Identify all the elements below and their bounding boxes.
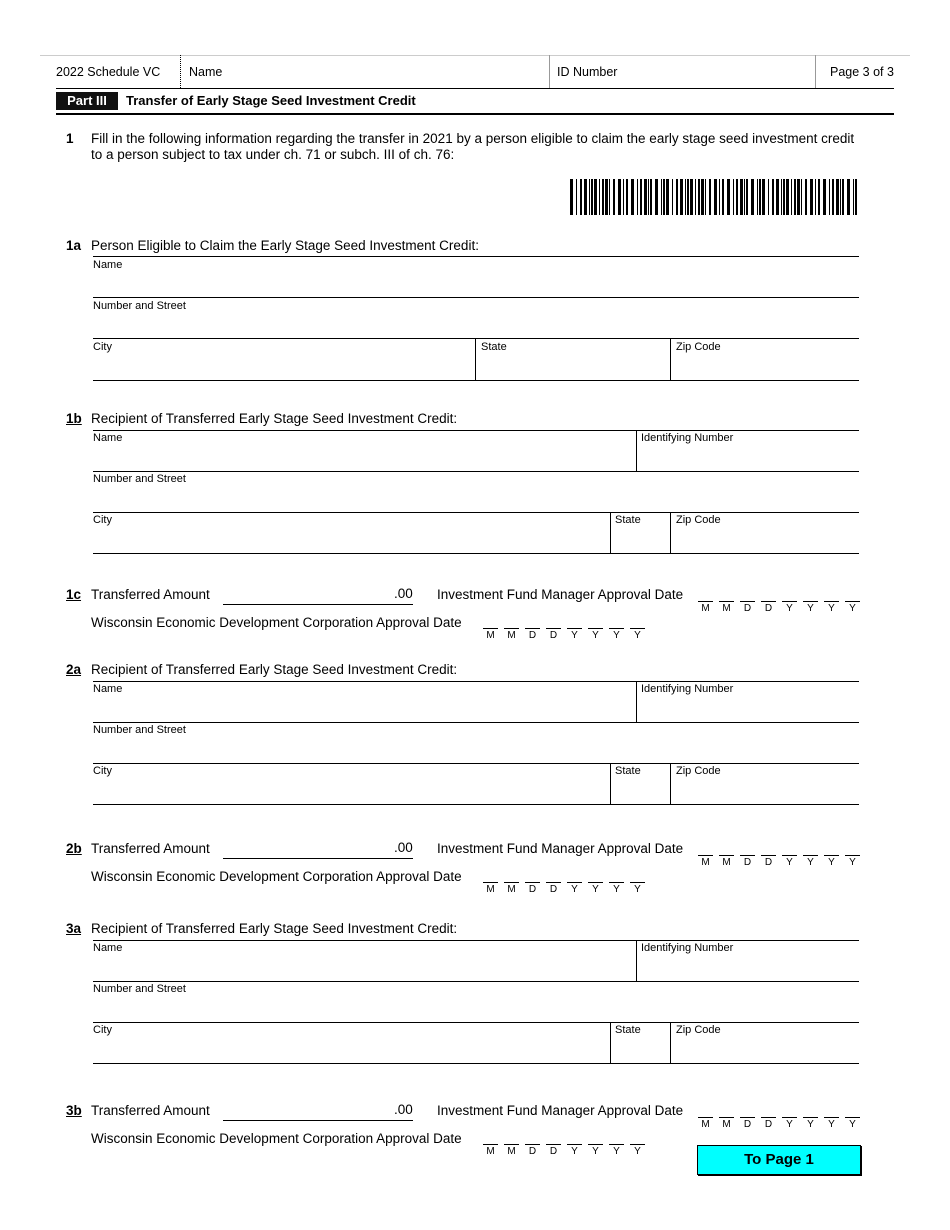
date-digit: M <box>697 1117 714 1130</box>
barcode-bar <box>666 179 669 215</box>
barcode-bar <box>695 179 696 215</box>
barcode-bar <box>736 179 738 215</box>
barcode-bar <box>672 179 673 215</box>
transferred-amount-input[interactable] <box>225 1103 390 1119</box>
header-divider <box>549 55 550 88</box>
date-digit: Y <box>844 855 861 868</box>
date-digit: M <box>503 882 520 895</box>
name-label: Name <box>93 432 123 444</box>
part-rule <box>56 113 894 115</box>
barcode-bar <box>853 179 854 215</box>
header-divider <box>815 55 816 88</box>
recipient-title: Recipient of Transferred Early Stage Seed Investment Credit: <box>91 921 458 936</box>
wedc-date-label: Wisconsin Economic Development Corporation Approval Date <box>91 1131 462 1146</box>
divider <box>475 338 476 380</box>
amount-label: Transferred Amount <box>91 587 210 602</box>
barcode-bar <box>640 179 642 215</box>
date-digit: M <box>718 855 735 868</box>
header-top-rule <box>40 55 910 56</box>
date-digit: M <box>482 628 499 641</box>
recipient-state-input[interactable] <box>615 1040 665 1058</box>
barcode-bar <box>815 179 816 215</box>
barcode-bar <box>613 179 615 215</box>
barcode-bar <box>759 179 761 215</box>
rule <box>93 256 859 257</box>
recipient-idnum-input[interactable] <box>641 448 856 466</box>
divider <box>636 430 637 471</box>
barcode-bar <box>698 179 700 215</box>
barcode-bar <box>797 179 800 215</box>
part-title: Transfer of Early Stage Seed Investment Credit <box>126 93 416 108</box>
barcode-bar <box>591 179 593 215</box>
date-digit: D <box>739 601 756 614</box>
amount-label: Transferred Amount <box>91 841 210 856</box>
rule <box>93 1022 859 1023</box>
amount-label: Transferred Amount <box>91 1103 210 1118</box>
rule <box>93 512 859 513</box>
line-number: 1c <box>66 587 82 602</box>
date-digit: D <box>760 601 777 614</box>
date-digit: Y <box>802 1117 819 1130</box>
recipient-zip-input[interactable] <box>676 781 856 799</box>
recipient-idnum-input[interactable] <box>641 958 856 976</box>
line1-instructions: Fill in the following information regarding the transfer in 2021 by a person eligible to claim the early stage seed investment credit to a person subject to tax under ch. 71 or subch. III of ch. 76: <box>91 131 855 162</box>
rule <box>93 981 859 982</box>
date-digit: Y <box>823 601 840 614</box>
line-number: 1b <box>66 411 82 426</box>
divider <box>670 763 671 804</box>
state-label: State <box>615 1024 641 1036</box>
eligible-zip-input[interactable] <box>676 357 856 375</box>
barcode-bar <box>762 179 765 215</box>
zip-label: Zip Code <box>676 514 721 526</box>
name-label: Name <box>93 942 123 954</box>
transferred-amount-input[interactable] <box>225 587 390 603</box>
cents: .00 <box>394 586 413 601</box>
page-number: Page 3 of 3 <box>830 65 894 79</box>
rule <box>93 430 859 431</box>
wedc-date-label: Wisconsin Economic Development Corporation Approval Date <box>91 869 462 884</box>
barcode-bar <box>661 179 662 215</box>
rule <box>93 297 859 298</box>
barcode-bar <box>733 179 734 215</box>
recipient-block-2a <box>0 662 950 807</box>
ifm-date-label: Investment Fund Manager Approval Date <box>437 841 684 856</box>
recipient-title: Recipient of Transferred Early Stage Seed Investment Credit: <box>91 662 458 677</box>
barcode-bar <box>847 179 850 215</box>
barcode-bar <box>818 179 820 215</box>
recipient-name-input[interactable] <box>95 448 630 466</box>
barcode-bar <box>794 179 796 215</box>
barcode-bar <box>594 179 597 215</box>
rule <box>93 940 859 941</box>
line-number: 1 <box>66 131 74 146</box>
eligible-state-input[interactable] <box>481 357 661 375</box>
barcode-bar <box>776 179 779 215</box>
barcode-bar <box>584 179 587 215</box>
barcode-bar <box>719 179 720 215</box>
rule <box>93 681 859 682</box>
date-digit: Y <box>566 882 583 895</box>
barcode-bar <box>644 179 647 215</box>
rule <box>93 722 859 723</box>
eligible-name-input[interactable] <box>95 275 855 293</box>
date-digit: M <box>482 1144 499 1157</box>
header-bottom-rule <box>56 88 894 89</box>
barcode-bar <box>637 179 638 215</box>
divider <box>670 512 671 553</box>
date-digit: D <box>739 855 756 868</box>
city-label: City <box>93 765 112 777</box>
date-digit: Y <box>608 882 625 895</box>
date-digit: M <box>482 882 499 895</box>
date-digit: Y <box>587 1144 604 1157</box>
rule <box>93 380 859 381</box>
barcode-bar <box>722 179 724 215</box>
header-id-label: ID Number <box>557 65 618 79</box>
date-digit: D <box>545 882 562 895</box>
date-digit: Y <box>823 855 840 868</box>
recipient-city-input[interactable] <box>95 530 600 548</box>
wedc-date-input[interactable] <box>482 1144 646 1157</box>
date-digit: D <box>760 1117 777 1130</box>
barcode-bar <box>786 179 789 215</box>
barcode-bar <box>599 179 600 215</box>
divider <box>636 940 637 981</box>
barcode-bar <box>727 179 730 215</box>
barcode-bar <box>744 179 745 215</box>
date-digit: Y <box>566 1144 583 1157</box>
date-digit: Y <box>781 601 798 614</box>
amount-line <box>223 1120 413 1121</box>
barcode-bar <box>570 179 573 215</box>
recipient-zip-input[interactable] <box>676 530 856 548</box>
recipient-street-input[interactable] <box>95 740 855 758</box>
barcode-bar <box>609 179 610 215</box>
barcode-bar <box>751 179 754 215</box>
header-name-label: Name <box>189 65 223 79</box>
date-digit: D <box>545 628 562 641</box>
transfer-block-2b <box>0 841 950 901</box>
date-digit: D <box>524 628 541 641</box>
barcode-bar <box>855 179 857 215</box>
to-page-1-button[interactable]: To Page 1 <box>697 1145 861 1175</box>
barcode-bar <box>605 179 608 215</box>
date-digit: Y <box>823 1117 840 1130</box>
recipient-street-input[interactable] <box>95 999 855 1017</box>
barcode-bar <box>714 179 717 215</box>
barcode-bar <box>740 179 743 215</box>
recipient-block-3a <box>0 921 950 1066</box>
date-digit: Y <box>781 1117 798 1130</box>
barcode-bar <box>709 179 711 215</box>
rule <box>93 763 859 764</box>
city-label: City <box>93 1024 112 1036</box>
date-digit: Y <box>629 882 646 895</box>
wedc-date-input[interactable] <box>482 628 646 641</box>
divider <box>610 1022 611 1063</box>
line-number: 3a <box>66 921 82 936</box>
ifm-date-input[interactable] <box>697 1117 861 1130</box>
ifm-date-label: Investment Fund Manager Approval Date <box>437 1103 684 1118</box>
date-digit: Y <box>587 628 604 641</box>
divider <box>610 512 611 553</box>
barcode-bar <box>690 179 693 215</box>
barcode-bar <box>842 179 844 215</box>
date-digit: Y <box>844 1117 861 1130</box>
line-number: 1a <box>66 238 82 253</box>
barcode-bar <box>805 179 807 215</box>
line-number: 2b <box>66 841 82 856</box>
date-digit: Y <box>629 628 646 641</box>
recipient-city-input[interactable] <box>95 781 600 799</box>
barcode-bar <box>663 179 665 215</box>
recipient-idnum-input[interactable] <box>641 699 856 717</box>
barcode-bar <box>680 179 683 215</box>
barcode-bar <box>589 179 590 215</box>
form-id: 2022 Schedule VC <box>56 65 161 79</box>
recipient-state-input[interactable] <box>615 781 665 799</box>
barcode-bar <box>626 179 628 215</box>
date-digit: D <box>545 1144 562 1157</box>
barcode-bar <box>783 179 785 215</box>
date-digit: Y <box>844 601 861 614</box>
header-divider <box>180 55 181 88</box>
barcode-bar <box>648 179 649 215</box>
barcode-bar <box>685 179 686 215</box>
date-digit: Y <box>587 882 604 895</box>
rule <box>93 804 859 805</box>
divider <box>670 1022 671 1063</box>
eligible-city-input[interactable] <box>95 357 470 375</box>
street-label: Number and Street <box>93 473 186 485</box>
recipient-street-input[interactable] <box>95 489 855 507</box>
date-digit: Y <box>781 855 798 868</box>
date-digit: D <box>524 1144 541 1157</box>
barcode-bar <box>618 179 621 215</box>
amount-line <box>223 604 413 605</box>
street-label: Number and Street <box>93 983 186 995</box>
barcode-bar <box>623 179 624 215</box>
recipient-title: Recipient of Transferred Early Stage Seed Investment Credit: <box>91 411 458 426</box>
date-digit: Y <box>629 1144 646 1157</box>
line-number: 2a <box>66 662 82 677</box>
date-digit: Y <box>566 628 583 641</box>
zip-label: Zip Code <box>676 341 721 353</box>
ifm-date-label: Investment Fund Manager Approval Date <box>437 587 684 602</box>
barcode-bar <box>701 179 704 215</box>
barcode-bar <box>772 179 774 215</box>
transferred-amount-input[interactable] <box>225 841 390 857</box>
barcode-bar <box>836 179 839 215</box>
eligible-street-input[interactable] <box>95 316 855 334</box>
city-label: City <box>93 341 112 353</box>
date-digit: M <box>718 601 735 614</box>
barcode-bar <box>768 179 769 215</box>
street-label: Number and Street <box>93 300 186 312</box>
amount-line <box>223 858 413 859</box>
rule <box>93 553 859 554</box>
barcode-bar <box>829 179 830 215</box>
recipient-block-1b <box>0 411 950 556</box>
date-digit: M <box>503 1144 520 1157</box>
street-label: Number and Street <box>93 724 186 736</box>
state-label: State <box>481 341 507 353</box>
rule <box>93 471 859 472</box>
barcode-bar <box>757 179 758 215</box>
date-digit: Y <box>802 601 819 614</box>
date-digit: M <box>503 628 520 641</box>
cents: .00 <box>394 1102 413 1117</box>
wedc-date-input[interactable] <box>482 882 646 895</box>
recipient-zip-input[interactable] <box>676 1040 856 1058</box>
date-digit: M <box>697 601 714 614</box>
barcode-bar <box>801 179 802 215</box>
idnum-label: Identifying Number <box>641 432 734 444</box>
idnum-label: Identifying Number <box>641 683 734 695</box>
barcode-bar <box>576 179 577 215</box>
barcode-bar <box>832 179 834 215</box>
header-id-input[interactable] <box>625 62 805 80</box>
barcode-bar <box>676 179 678 215</box>
recipient-name-input[interactable] <box>95 958 630 976</box>
idnum-label: Identifying Number <box>641 942 734 954</box>
barcode-bar <box>746 179 748 215</box>
date-digit: M <box>718 1117 735 1130</box>
date-digit: D <box>524 882 541 895</box>
barcode-bar <box>650 179 652 215</box>
divider <box>610 763 611 804</box>
recipient-name-input[interactable] <box>95 699 630 717</box>
transfer-block-1c <box>0 587 950 647</box>
rule <box>93 1063 859 1064</box>
ifm-date-input[interactable] <box>697 855 861 868</box>
date-digit: M <box>697 855 714 868</box>
ifm-date-input[interactable] <box>697 601 861 614</box>
part-tag: Part III <box>56 92 118 110</box>
barcode-bar <box>810 179 813 215</box>
zip-label: Zip Code <box>676 765 721 777</box>
line-number: 3b <box>66 1103 82 1118</box>
state-label: State <box>615 514 641 526</box>
barcode-bar <box>791 179 792 215</box>
date-digit: Y <box>608 628 625 641</box>
date-digit: D <box>739 1117 756 1130</box>
recipient-state-input[interactable] <box>615 530 665 548</box>
rule <box>93 338 859 339</box>
barcode-bar <box>602 179 604 215</box>
divider <box>670 338 671 380</box>
barcode-bar <box>580 179 582 215</box>
header-name-input[interactable] <box>230 62 540 80</box>
recipient-city-input[interactable] <box>95 1040 600 1058</box>
barcode-bar <box>840 179 841 215</box>
city-label: City <box>93 514 112 526</box>
barcode-bar <box>781 179 782 215</box>
barcode-bar <box>687 179 689 215</box>
wedc-date-label: Wisconsin Economic Development Corporation Approval Date <box>91 615 462 630</box>
barcode-bar <box>631 179 634 215</box>
barcode-bar <box>705 179 706 215</box>
name-label: Name <box>93 683 123 695</box>
cents: .00 <box>394 840 413 855</box>
barcode <box>570 179 860 215</box>
barcode-bar <box>823 179 826 215</box>
date-digit: Y <box>608 1144 625 1157</box>
barcode-bar <box>655 179 658 215</box>
divider <box>636 681 637 722</box>
date-digit: Y <box>802 855 819 868</box>
line1a-title: Person Eligible to Claim the Early Stage Seed Investment Credit: <box>91 238 479 253</box>
date-digit: D <box>760 855 777 868</box>
name-label: Name <box>93 259 123 271</box>
state-label: State <box>615 765 641 777</box>
zip-label: Zip Code <box>676 1024 721 1036</box>
